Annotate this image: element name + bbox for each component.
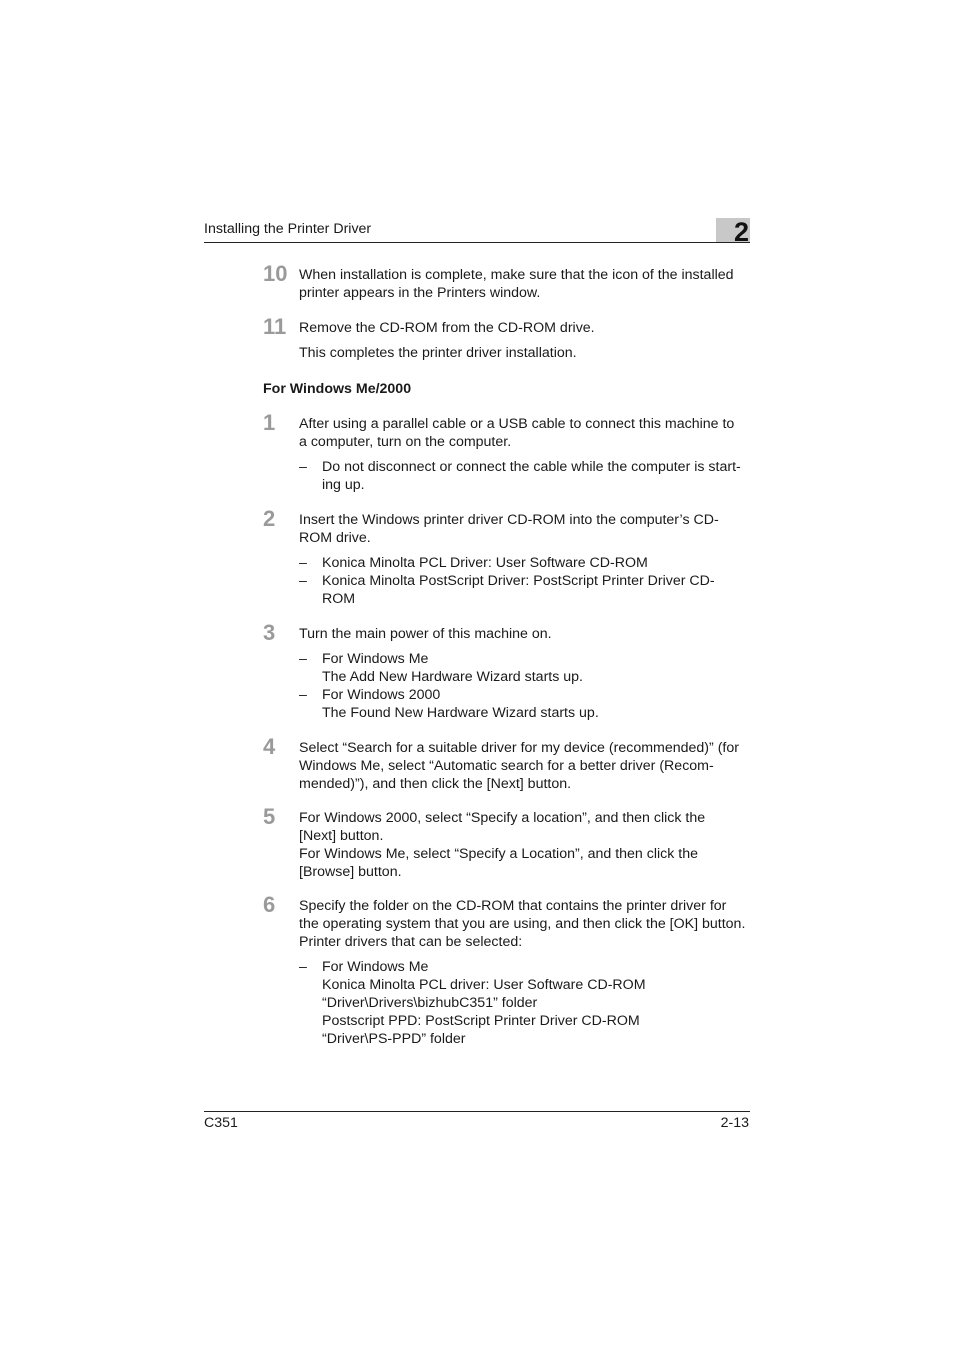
running-header-title: Installing the Printer Driver (204, 221, 372, 237)
step-number: 1 (263, 410, 276, 435)
step-text: Select “Search for a suitable driver for my device (recommended)” (for Windows Me, select “Automatic search for a better driver (Recom- mended)”), and then click the [Next] button. (299, 740, 739, 792)
footer-model: C351 (204, 1115, 238, 1131)
step-number: 11 (263, 314, 287, 339)
step-number: 10 (263, 261, 288, 286)
step-number: 6 (263, 892, 276, 917)
chapter-number: 2 (733, 217, 749, 247)
page-number: 2-13 (720, 1115, 749, 1131)
bullet-dash: – (299, 459, 307, 475)
step-text: For Windows 2000, select “Specify a location”, and then click the [Next] button. For Windows Me, select “Specify a Location”, and then click the [Browse] button. (299, 810, 706, 880)
bullet-dash: – (299, 959, 307, 975)
bullet-text: Konica Minolta PostScript Driver: PostScript Printer Driver CD- ROM (322, 573, 715, 607)
chapter-tab (716, 217, 750, 247)
step-text: Remove the CD-ROM from the CD-ROM drive. (299, 320, 595, 336)
bullet-text: For Windows Me The Add New Hardware Wizard starts up. (322, 651, 583, 685)
step-text: When installation is complete, make sure that the icon of the installed printer appears in the Printers window. (299, 267, 734, 301)
header-divider (204, 242, 750, 243)
step-note: This completes the printer driver installation. (299, 345, 577, 361)
bullet-text: For Windows Me Konica Minolta PCL driver: User Software CD-ROM “Driver\Drivers\bizhubC351” folder Postscript PPD: PostScript Printer Driver CD-ROM “Driver\PS-PPD” folder (322, 959, 646, 1047)
section-heading: For Windows Me/2000 (263, 381, 412, 397)
step-text: Insert the Windows printer driver CD-ROM into the computer’s CD- ROM drive. (299, 512, 719, 546)
step-number: 2 (263, 506, 276, 531)
bullet-dash: – (299, 555, 307, 571)
step-number: 5 (263, 804, 276, 829)
step-text: Turn the main power of this machine on. (299, 626, 552, 642)
bullet-dash: – (299, 687, 307, 703)
step-number: 4 (263, 734, 276, 759)
footer-divider (204, 1111, 750, 1112)
bullet-text: Do not disconnect or connect the cable while the computer is start- ing up. (322, 459, 741, 493)
step-text: Specify the folder on the CD-ROM that contains the printer driver for the operating system that you are using, and then click the [OK] button. Printer drivers that can be selected: (299, 898, 746, 950)
step-number: 3 (263, 620, 276, 645)
bullet-dash: – (299, 651, 307, 667)
bullet-text: Konica Minolta PCL Driver: User Software CD-ROM (322, 555, 648, 571)
bullet-dash: – (299, 573, 307, 589)
bullet-text: For Windows 2000 The Found New Hardware Wizard starts up. (322, 687, 599, 721)
step-text: After using a parallel cable or a USB cable to connect this machine to a computer, turn on the computer. (299, 416, 735, 450)
